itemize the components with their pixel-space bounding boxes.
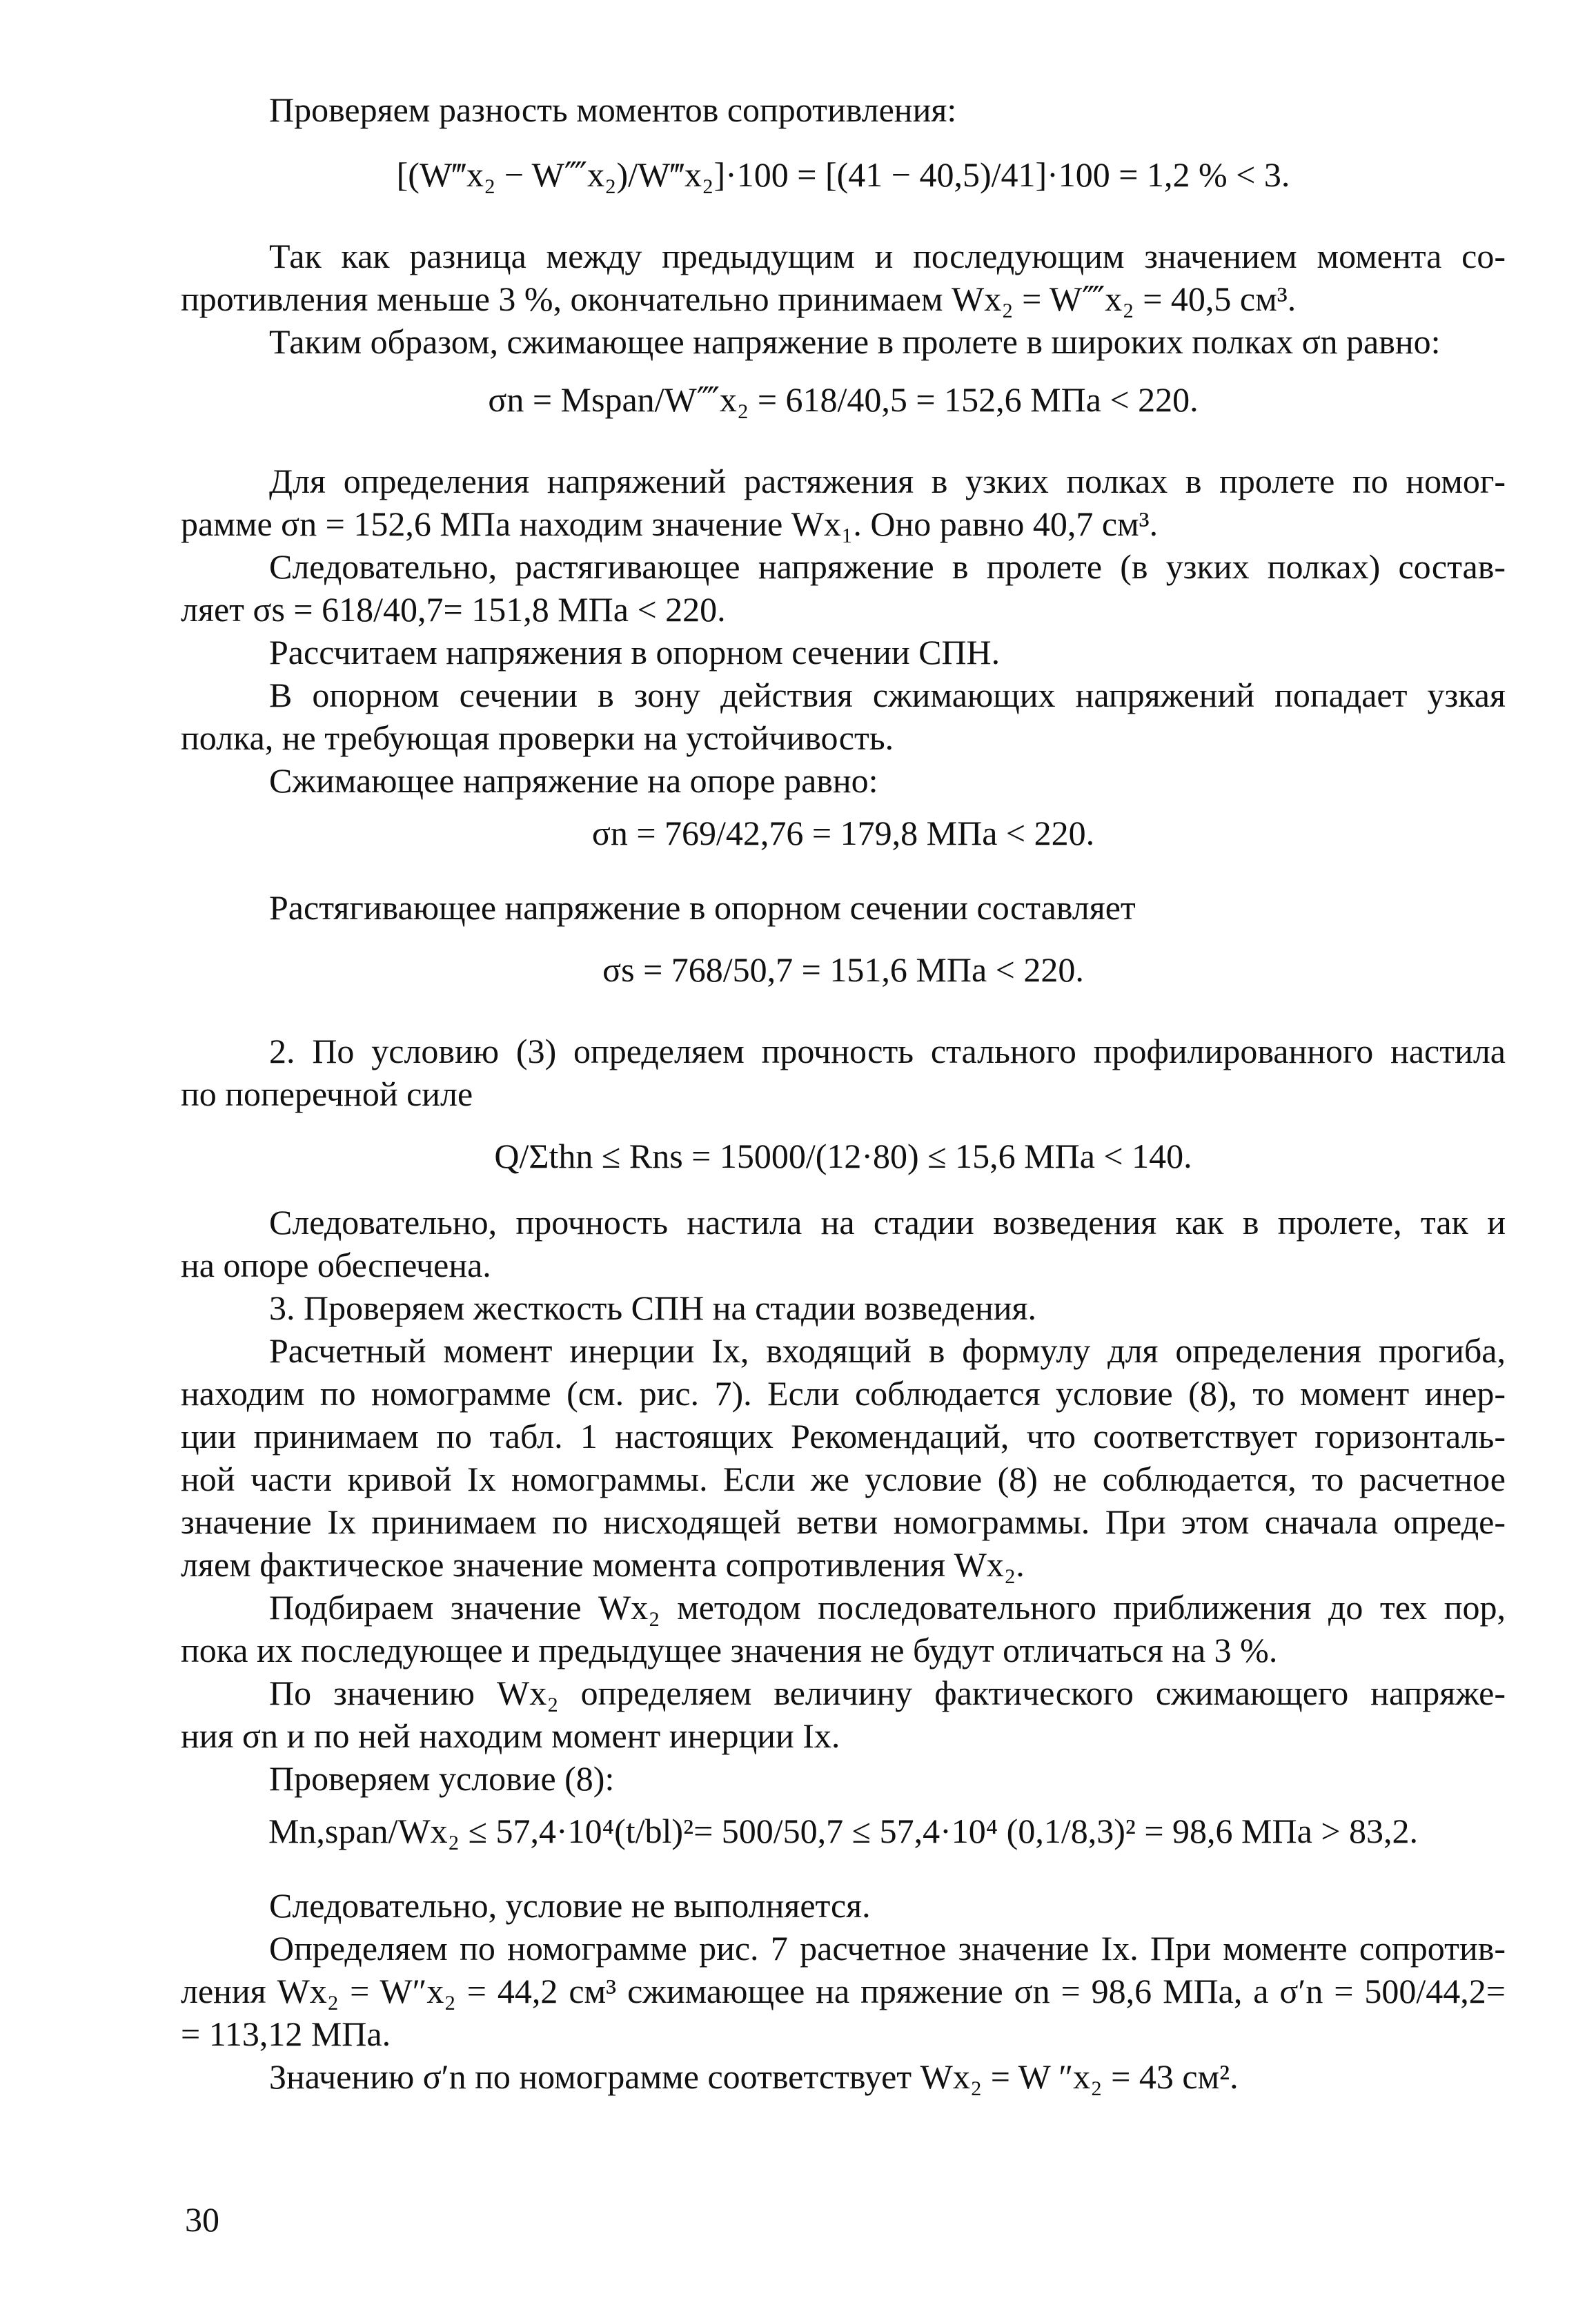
formula-condition-8 bbox=[181, 1810, 1506, 1852]
line-intro bbox=[181, 88, 1506, 131]
formula-moment-difference bbox=[181, 153, 1506, 196]
formula: σn = 769/42,76 = 179,8 МПа < 220. bbox=[591, 814, 1095, 852]
paragraph-conclusion bbox=[181, 1884, 1506, 2098]
text-line: Следовательно, условие не выполняется. bbox=[269, 1886, 871, 1925]
text-line: По значению Wx₂ определяем величину фактического сжимающего напряже- bbox=[269, 1674, 1506, 1712]
paragraph-tension bbox=[181, 460, 1506, 802]
text-line: Таким образом, сжимающее напряжение в пролете в широких полках σn равно: bbox=[269, 322, 1441, 361]
paragraph-final-moment bbox=[181, 235, 1506, 363]
paragraph-shear-check bbox=[181, 1030, 1506, 1115]
paragraph-support-tension bbox=[181, 886, 1506, 929]
formula: Q/Σthn ≤ Rns = 15000/(12·80) ≤ 15,6 МПа < 140. bbox=[494, 1137, 1192, 1175]
text-line: 3. Проверяем жесткость СПН на стадии возведения. bbox=[269, 1288, 1036, 1327]
text-line: пока их последующее и предыдущее значения не будут отличаться на 3 %. bbox=[181, 1631, 1278, 1669]
formula: Mn,span/Wx₂ ≤ 57,4·10⁴(t/bl)²= 500/50,7 ≤ 57,4·10⁴ (0,1/8,3)² = 98,6 МПа > 83,2. bbox=[268, 1812, 1419, 1850]
text-line: ления Wx₂ = W″x₂ = 44,2 см³ сжимающее на пряжение σn = 98,6 МПа, а σ′n = 500/44,2= bbox=[181, 1972, 1506, 2010]
text-line: на опоре обеспечена. bbox=[181, 1246, 491, 1284]
text-line: ции принимаем по табл. 1 настоящих Рекомендаций, что соответствует горизонталь- bbox=[181, 1417, 1506, 1456]
formula-support-compression bbox=[181, 812, 1506, 854]
text-line: ляет σs = 618/40,7= 151,8 МПа < 220. bbox=[181, 590, 726, 629]
text-line: В опорном сечении в зону действия сжимающих напряжений попадает узкая bbox=[269, 676, 1506, 714]
text-line: ной части кривой Ix номограммы. Если же условие (8) не соблюдается, то расчетное bbox=[181, 1460, 1506, 1498]
formula-shear bbox=[181, 1135, 1506, 1177]
text-line: Проверяем разность моментов сопротивления: bbox=[269, 90, 957, 129]
text-line: полка, не требующая проверки на устойчивость. bbox=[181, 718, 894, 757]
text-line: Так как разница между предыдущим и последующим значением момента со- bbox=[269, 237, 1506, 275]
formula-support-tension bbox=[181, 948, 1506, 991]
text-line: Подбираем значение Wx₂ методом последовательного приближения до тех пор, bbox=[269, 1588, 1506, 1627]
paragraph-stiffness bbox=[181, 1201, 1506, 1800]
text-line: Для определения напряжений растяжения в узких полках в пролете по номог- bbox=[269, 462, 1506, 500]
text-line: Определяем по номограмме рис. 7 расчетное значение Ix. При моменте сопротив- bbox=[269, 1929, 1506, 1968]
formula: [(W‴x₂ − W⁗x₂)/W‴x₂]·100 = [(41 − 40,5)/41]·100 = 1,2 % < 3. bbox=[396, 155, 1290, 194]
text-line: Сжимающее напряжение на опоре равно: bbox=[269, 761, 878, 800]
text-line: Значению σ′n по номограмме соответствует Wx₂ = W ″x₂ = 43 см². bbox=[269, 2057, 1239, 2096]
text-line: ляем фактическое значение момента сопротивления Wx₂. bbox=[181, 1545, 1025, 1584]
formula-span-stress bbox=[181, 378, 1506, 421]
text-line: по поперечной силе bbox=[181, 1075, 473, 1113]
text-line: рамме σn = 152,6 МПа находим значение Wx₁. Оно равно 40,7 см³. bbox=[181, 504, 1159, 543]
text-line: Следовательно, растягивающее напряжение в пролете (в узких полках) состав- bbox=[269, 547, 1506, 586]
text-line: 2. По условию (3) определяем прочность стального профилированного настила bbox=[269, 1032, 1506, 1070]
formula: σn = Mspan/W⁗x₂ = 618/40,5 = 152,6 МПа < 220. bbox=[488, 380, 1199, 419]
text-line: значение Ix принимаем по нисходящей ветви номограммы. При этом сначала опреде- bbox=[181, 1502, 1506, 1541]
text-line: Следовательно, прочность настила на стадии возведения как в пролете, так и bbox=[269, 1203, 1506, 1242]
text-line: Проверяем условие (8): bbox=[269, 1759, 615, 1798]
text-line: Рассчитаем напряжения в опорном сечении СПН. bbox=[269, 633, 1001, 672]
text-line: находим по номограмме (см. рис. 7). Если соблюдается условие (8), то момент инер- bbox=[181, 1374, 1506, 1413]
text-line: ния σn и по ней находим момент инерции Ix. bbox=[181, 1716, 840, 1755]
text-line: Растягивающее напряжение в опорном сечении составляет bbox=[269, 888, 1136, 927]
formula: σs = 768/50,7 = 151,6 МПа < 220. bbox=[602, 950, 1084, 989]
text-line: = 113,12 МПа. bbox=[181, 2015, 391, 2053]
text-line: Расчетный момент инерции Ix, входящий в формулу для определения прогиба, bbox=[269, 1331, 1506, 1370]
text-line: противления меньше 3 %, окончательно принимаем Wx₂ = W⁗x₂ = 40,5 см³. bbox=[181, 280, 1297, 318]
page-number: 30 bbox=[185, 2200, 219, 2239]
